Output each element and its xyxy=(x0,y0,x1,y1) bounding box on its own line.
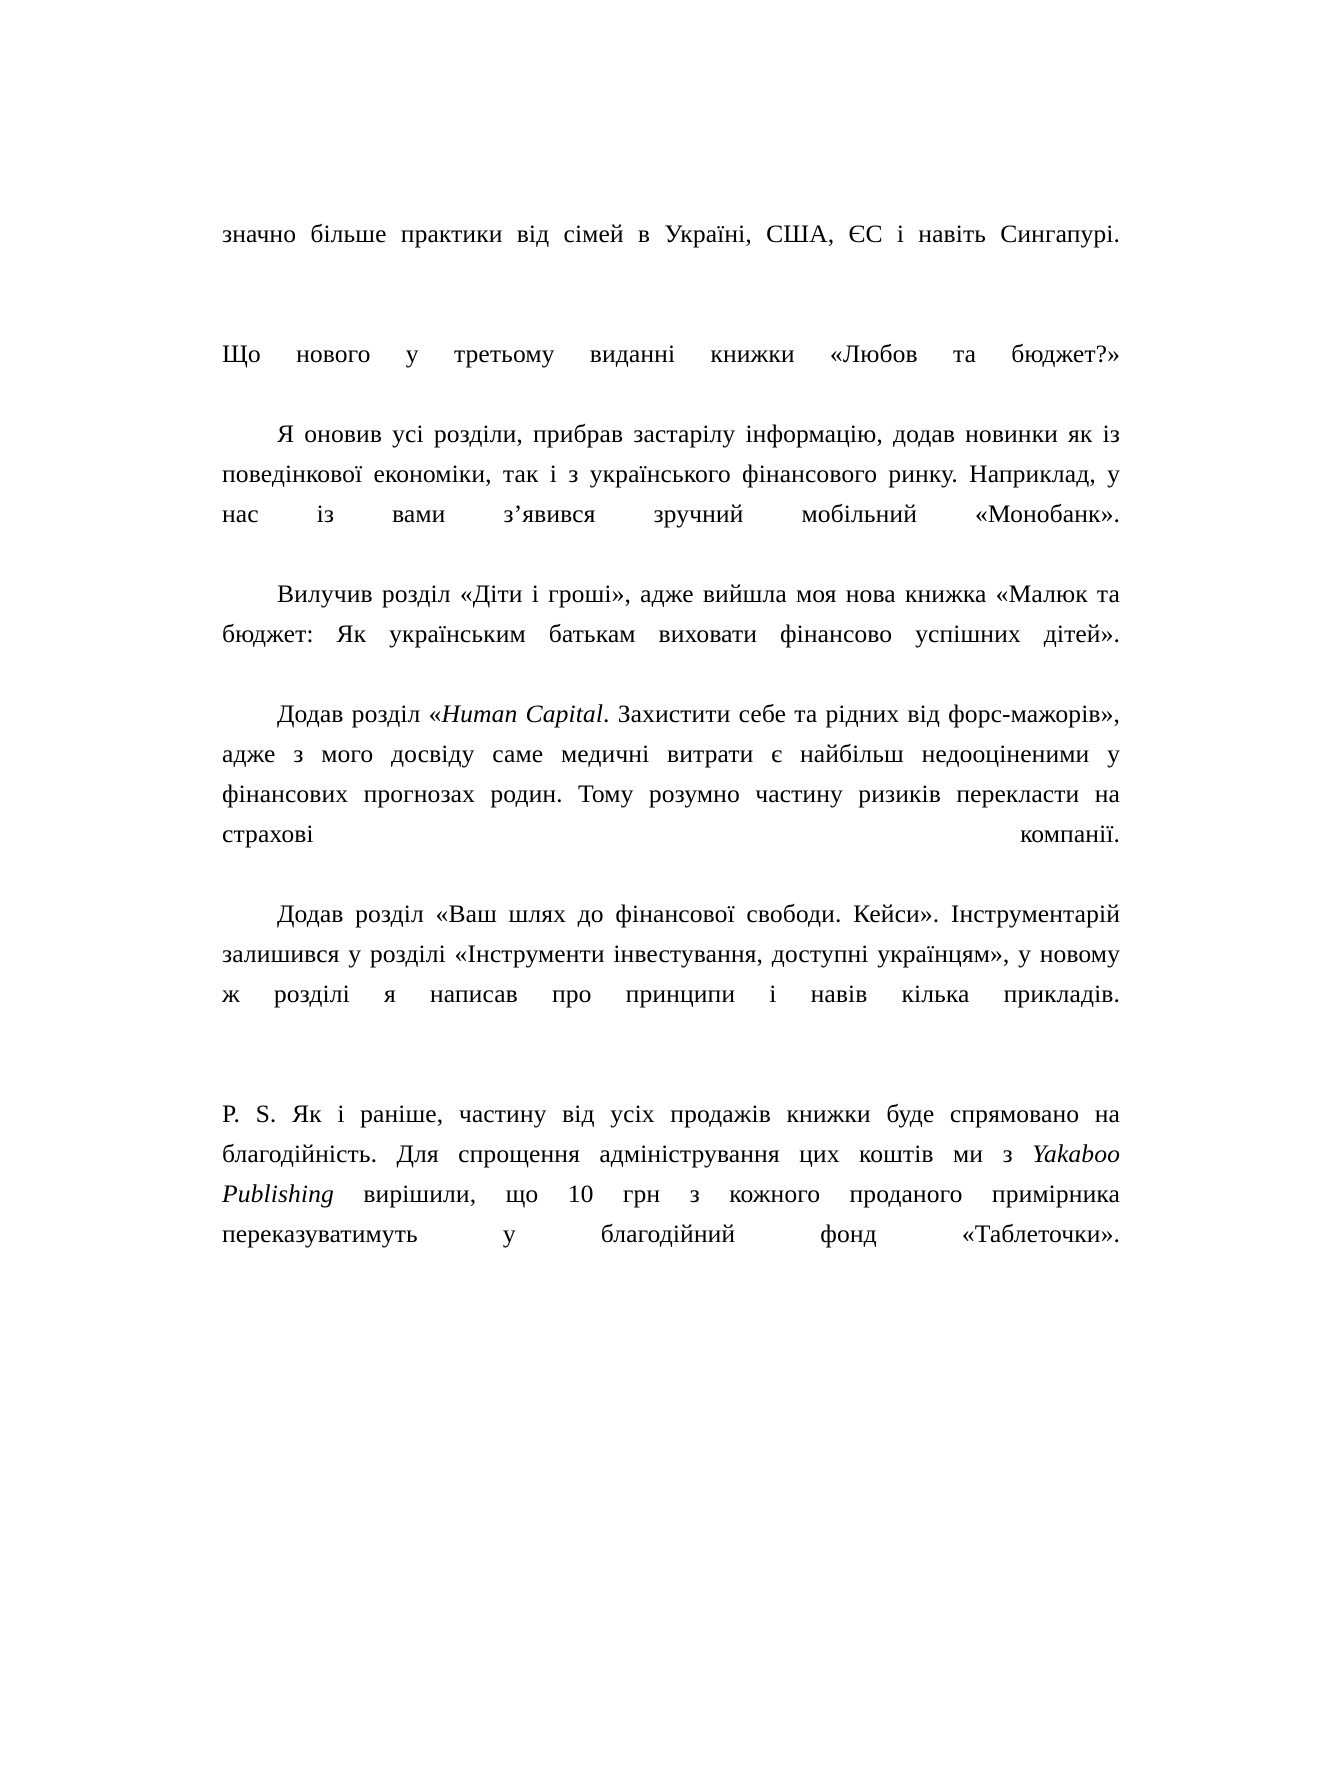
text-run: Додав розділ « xyxy=(277,699,442,728)
italic-run: Human Capital xyxy=(441,699,604,728)
paragraph-p-removed-section xyxy=(222,574,1120,694)
paragraph-p-postscript xyxy=(222,1094,1120,1294)
paragraph-p-human-capital xyxy=(222,694,1120,894)
text-run: Вилучив розділ «Діти і гроші», адже вийшла моя нова книжка «Малюк та бюджет: Як українським батькам виховати фінансово успішних дітей». xyxy=(222,579,1120,648)
paragraph-p-updated-sections xyxy=(222,414,1120,574)
text-run: Я оновив усі розділи, прибрав застарілу інформацію, додав новинки як із поведінкової економіки, так і з українського фінансового ринку. Наприклад, у нас із вами з’явився зручний мобільний «Монобанк». xyxy=(222,419,1120,528)
text-run: значно більше практики від сімей в Україні, США, ЄС і навіть Сингапурі. xyxy=(222,219,1120,248)
paragraph-p-continued xyxy=(222,214,1120,294)
text-run: . Захистити себе та рідних від форс-мажорів», адже з мого досвіду саме медичні витрати є найбільш недооціненими у фінансових прогнозах родин. Тому розумно частину ризиків перекласти на страхові компанії. xyxy=(222,699,1120,848)
text-run: вирішили, що 10 грн з кожного проданого примірника переказуватимуть у благодійний фонд «Таблеточки». xyxy=(222,1179,1120,1248)
paragraph-p-financial-freedom xyxy=(222,894,1120,1054)
text-run: Додав розділ «Ваш шлях до фінансової свободи. Кейси». Інструментарій залишився у розділі «Інструменти інвестування, доступні українцям», у новому ж розділі я написав про принципи і навів кілька прикладів. xyxy=(222,899,1120,1008)
page-text-column xyxy=(222,214,1120,1294)
paragraph-p-question-heading xyxy=(222,334,1120,414)
text-run: Що нового у третьому виданні книжки «Любов та бюджет?» xyxy=(222,339,1120,368)
italic-run: Yakaboo Publishing xyxy=(222,1139,1120,1208)
text-run: P. S. Як і раніше, частину від усіх продажів книжки буде спрямовано на благодійність. Для спрощення адміністрування цих коштів ми з xyxy=(222,1099,1120,1168)
